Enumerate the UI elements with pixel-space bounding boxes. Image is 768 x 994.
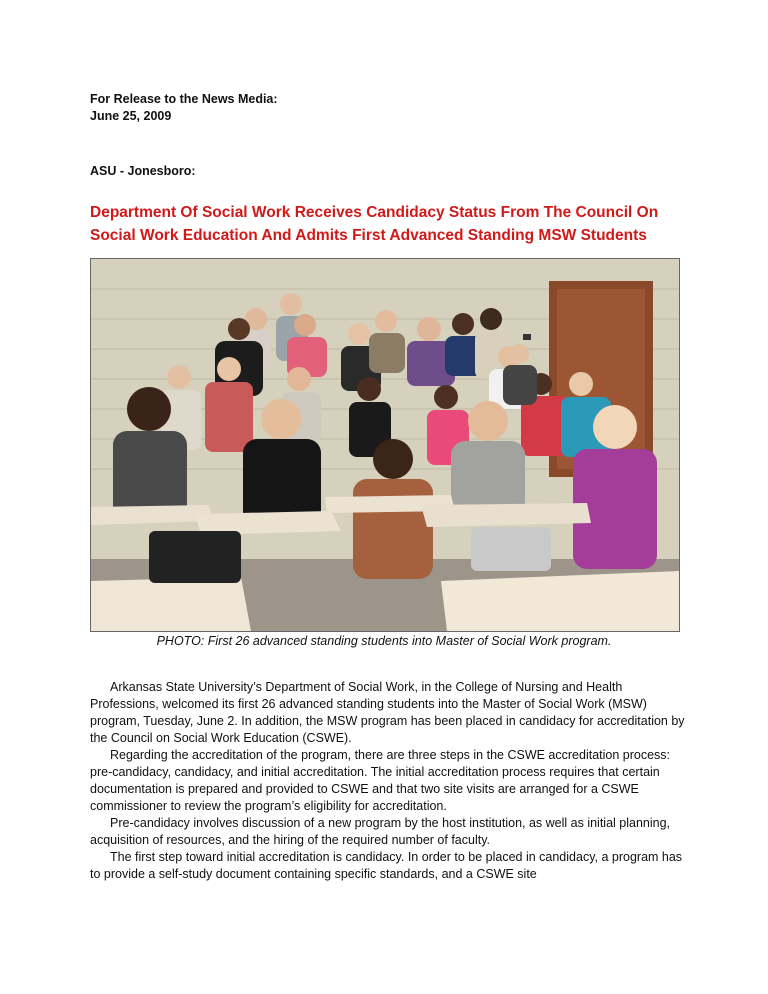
release-date: June 25, 2009 [90,109,172,123]
group-photo [90,258,680,632]
paragraph: Pre-candidacy involves discussion of a new program by the host institution, as well as initial planning, acquisition of resources, and the hiring of the required number of faculty. [90,816,671,847]
release-line: For Release to the News Media: [90,92,278,106]
paragraph: Regarding the accreditation of the program, there are three steps in the CSWE accreditation process: pre-candidacy, candidacy, and initial accreditation. The initial accreditation process requires that certain documentation is prepared and provided to CSWE and that two site visits are arranged for a CSWE commissioner to review the program’s eligibility for accreditation. [90,748,671,813]
headline-line-1: Department Of Social Work Receives Candidacy Status From The Council On [90,204,659,221]
paragraph: The first step toward initial accreditation is candidacy. In order to be placed in candidacy, a program has to provide a self-study document containing specific standards, and a CSWE site [90,850,683,881]
paragraph: Arkansas State University’s Department of Social Work, in the College of Nursing and Health Professions, welcomed its first 26 advanced standing students into the Master of Social Work (MSW) program, Tuesday, June 2. In addition, the MSW program has been placed in candidacy for accreditation by the Council on Social Work Education (CSWE). [90,680,685,745]
headline [90,201,690,247]
headline-line-2: Social Work Education And Admits First Advanced Standing MSW Students [90,227,647,244]
article-body [90,679,690,883]
photo-caption: PHOTO: First 26 advanced standing students into Master of Social Work program. [156,634,612,648]
release-header [90,91,278,125]
dateline-location: ASU - Jonesboro: [90,164,196,178]
